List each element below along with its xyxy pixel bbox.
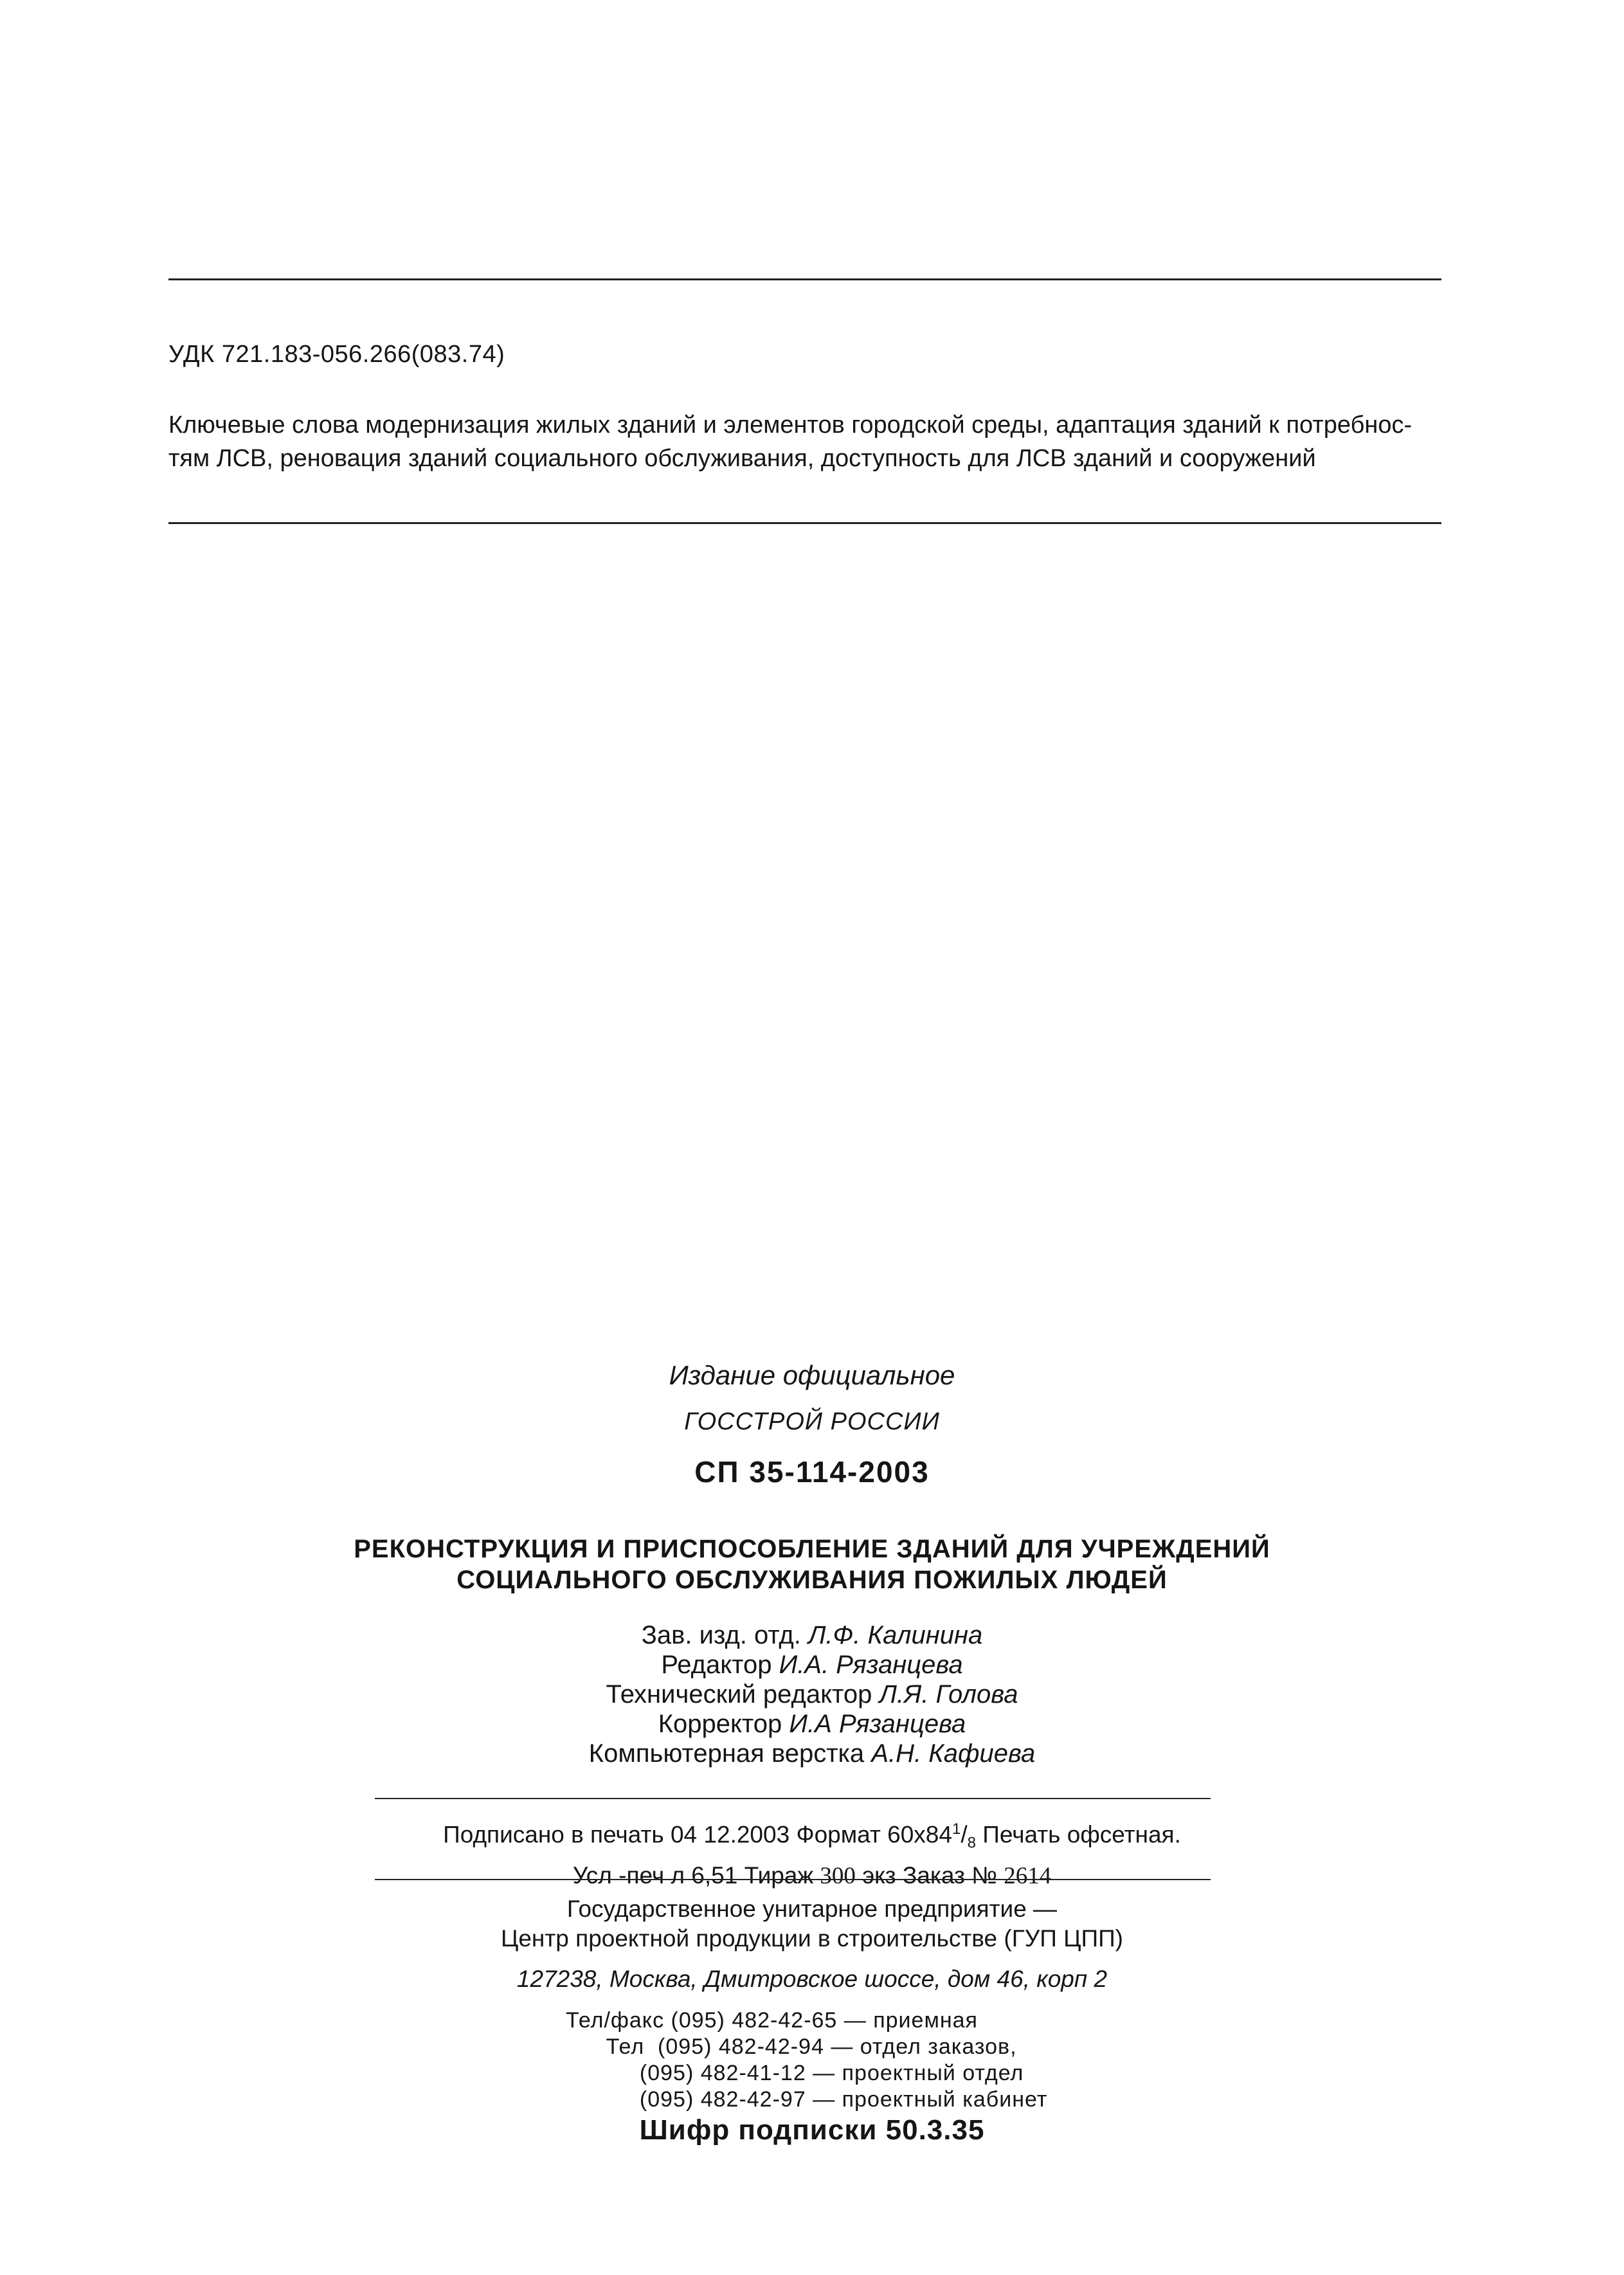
staff-row: Компьютерная верстка А.Н. Кафиева xyxy=(588,1739,1036,1768)
keywords-line-2: тям ЛСВ, реновация зданий социального обслуживания, доступность для ЛСВ зданий и сооружений xyxy=(168,445,1316,472)
document-title-line-1: РЕКОНСТРУКЦИЯ И ПРИСПОСОБЛЕНИЕ ЗДАНИЙ ДЛЯ УЧРЕЖДЕНИЙ xyxy=(354,1535,1270,1563)
keywords-divider xyxy=(168,522,1441,524)
subscription-cipher: Шифр подписки 50.3.35 xyxy=(639,2114,985,2146)
circulation-value: 300 xyxy=(820,1862,856,1889)
publisher-name: ГОССТРОЙ РОССИИ xyxy=(684,1408,940,1435)
document-title-line-2: СОЦИАЛЬНОГО ОБСЛУЖИВАНИЯ ПОЖИЛЫХ ЛЮДЕЙ xyxy=(456,1566,1168,1594)
top-divider xyxy=(168,278,1441,280)
print-info-line-2: Усл -печ л 6,51 Тираж 300 экз Заказ № 2614 xyxy=(572,1862,1052,1889)
phone-row: Тел/факс (095) 482-42-65 — приемная xyxy=(566,2008,978,2033)
organization-address: 127238, Москва, Дмитровское шоссе, дом 46, корп 2 xyxy=(516,1966,1108,1992)
staff-row: Корректор И.А Рязанцева xyxy=(658,1710,966,1738)
print-info-line-1: Подписано в печать 04 12.2003 Формат $60х84^1/_8$ Печать офсетная. xyxy=(443,1820,1181,1852)
phone-row: (095) 482-41-12 — проектный отдел xyxy=(566,2061,1024,2085)
phone-list xyxy=(566,2008,1047,2113)
keywords-paragraph xyxy=(168,408,1454,475)
print-info xyxy=(0,1813,1624,1892)
official-edition-label: Издание официальное xyxy=(669,1360,955,1390)
document-title xyxy=(0,1534,1624,1595)
keywords-line-1: Ключевые слова модернизация жилых зданий и элементов городской среды, адаптация зданий к потребнос- xyxy=(168,412,1412,439)
udk-code: УДК 721.183-056.266(083.74) xyxy=(168,341,505,368)
staff-row: Редактор И.А. Рязанцева xyxy=(661,1651,963,1679)
print-info-bottom-divider xyxy=(375,1879,1211,1880)
organization-info: Государственное унитарное предприятие — Центр проектной продукции в строительстве (ГУП ЦПП) xyxy=(500,1896,1124,1952)
staff-credits xyxy=(0,1620,1624,1768)
phone-row: Тел (095) 482-42-94 — отдел заказов, xyxy=(566,2035,1017,2059)
print-info-top-divider xyxy=(375,1798,1211,1799)
document-code: СП 35-114-2003 xyxy=(694,1455,930,1489)
phone-row: (095) 482-42-97 — проектный кабинет xyxy=(566,2087,1048,2112)
staff-row: Технический редактор Л.Я. Голова xyxy=(606,1680,1018,1709)
staff-row: Зав. изд. отд. Л.Ф. Калинина xyxy=(641,1621,983,1649)
order-number: 2614 xyxy=(1004,1862,1052,1889)
